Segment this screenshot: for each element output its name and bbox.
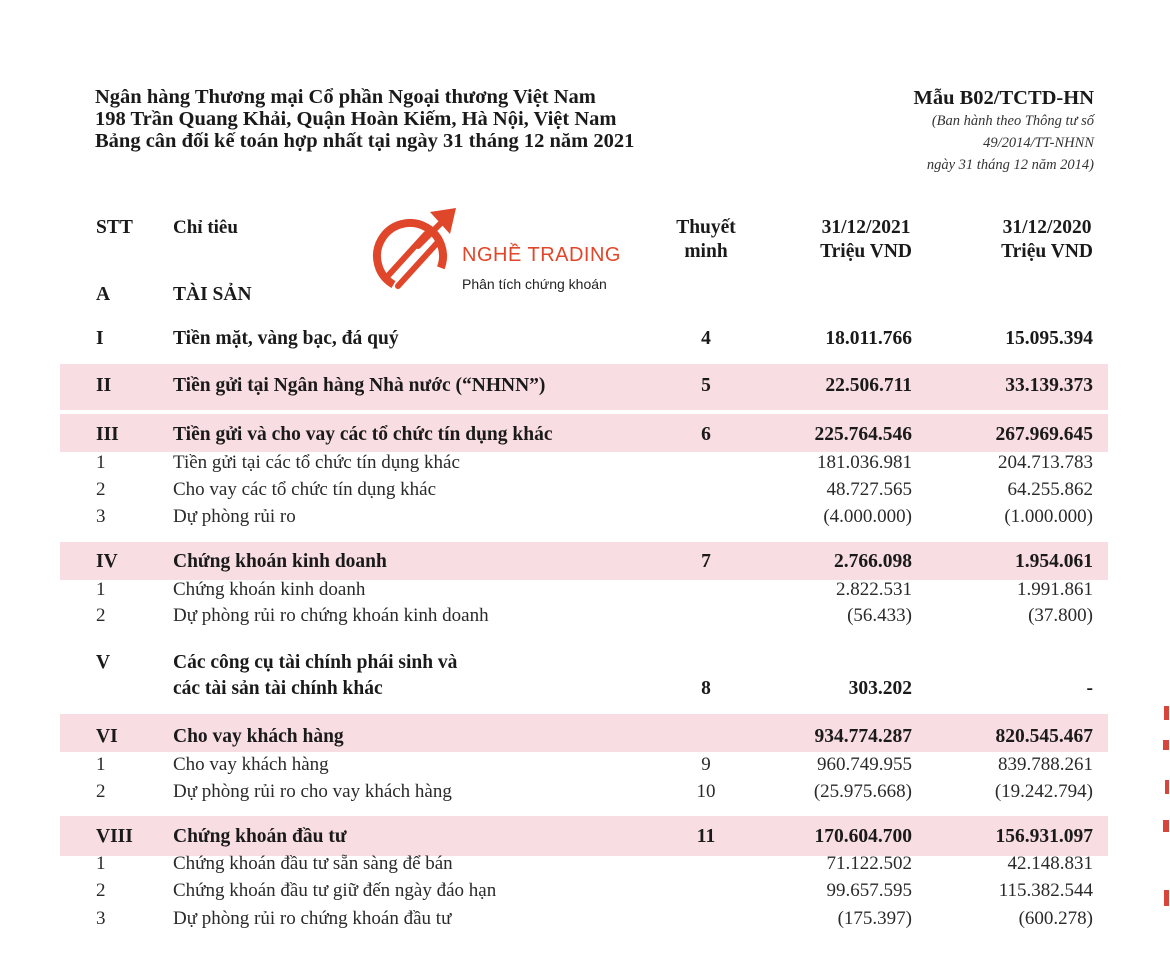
report-title: Bảng cân đối kế toán hợp nhất tại ngày 31 tháng 12 năm 2021 [95, 130, 635, 152]
row-stt: 2 [96, 880, 106, 901]
row-label: Chứng khoán kinh doanh [173, 579, 366, 600]
row-stt: V [96, 652, 111, 673]
row-label: Dự phòng rủi ro chứng khoán kinh doanh [173, 605, 489, 626]
row-value-2020: (600.278) [1018, 908, 1093, 929]
col-header-note-line-1: Thuyết [676, 217, 736, 238]
row-value-2020: 267.969.645 [995, 424, 1093, 445]
row-value-2020: 42.148.831 [1007, 853, 1093, 874]
row-value-2021: (25.975.668) [813, 781, 912, 802]
table-row [0, 726, 1170, 752]
row-label: Cho vay khách hàng [173, 726, 344, 747]
row-stt: 3 [96, 506, 106, 527]
row-value-2020: 115.382.544 [998, 880, 1093, 901]
row-label: Các công cụ tài chính phái sinh và [173, 652, 458, 673]
row-stt: 1 [96, 754, 106, 775]
row-value-2021: 48.727.565 [826, 479, 912, 500]
row-label: Chứng khoán kinh doanh [173, 551, 387, 572]
row-stt: 1 [96, 853, 106, 874]
row-value-2020: 204.713.783 [998, 452, 1093, 473]
row-value-2021: 181.036.981 [817, 452, 912, 473]
row-stt: A [96, 284, 111, 305]
row-value-2021: (56.433) [847, 605, 912, 626]
row-value-2021: (175.397) [837, 908, 912, 929]
row-label: Tiền gửi tại các tổ chức tín dụng khác [173, 452, 460, 473]
form-note-line-3: ngày 31 tháng 12 năm 2014) [926, 157, 1094, 173]
row-value-2020: 64.255.862 [1007, 479, 1093, 500]
row-value-2020: (1.000.000) [1004, 506, 1093, 527]
row-label: Dự phòng rủi ro chứng khoán đầu tư [173, 908, 452, 929]
form-info [913, 86, 1094, 176]
col-header-2021-unit: Triệu VND [820, 241, 912, 262]
row-note: 5 [701, 375, 711, 396]
form-note-line-2: 49/2014/TT-NHNN [983, 135, 1094, 151]
row-label: Chứng khoán đầu tư [173, 826, 347, 847]
row-value-2020: 156.931.097 [995, 826, 1093, 847]
table-row [0, 479, 1170, 505]
row-value-2021: 960.749.955 [817, 754, 912, 775]
bank-name: Ngân hàng Thương mại Cổ phần Ngoại thương Việt Nam [95, 86, 596, 108]
row-stt: 2 [96, 781, 106, 802]
col-header-2020-unit: Triệu VND [1001, 241, 1093, 262]
row-label: Tiền mặt, vàng bạc, đá quý [173, 328, 399, 349]
table-row [0, 652, 1170, 678]
table-row [0, 551, 1170, 577]
bank-address: 198 Trần Quang Khải, Quận Hoàn Kiếm, Hà Nội, Việt Nam [95, 108, 617, 130]
row-value-2021: 99.657.595 [826, 880, 912, 901]
row-value-2020: (37.800) [1028, 605, 1093, 626]
row-note: 8 [701, 678, 711, 699]
row-stt: 1 [96, 579, 106, 600]
table-row [0, 579, 1170, 605]
row-value-2020: (19.242.794) [994, 781, 1093, 802]
row-label: TÀI SẢN [173, 284, 252, 305]
table-row [0, 678, 1170, 704]
form-note-line-1: (Ban hành theo Thông tư số [931, 113, 1094, 129]
row-value-2021: 22.506.711 [825, 375, 912, 396]
row-value-2021: 303.202 [848, 678, 912, 699]
row-value-2021: 71.122.502 [826, 853, 912, 874]
row-value-2020: 33.139.373 [1005, 375, 1093, 396]
col-header-2020 [1001, 216, 1093, 264]
row-label: Cho vay khách hàng [173, 754, 329, 775]
row-value-2021: 2.766.098 [834, 551, 912, 572]
table-row [0, 375, 1170, 401]
logo-title: NGHỀ TRADING [462, 244, 621, 266]
row-label: Cho vay các tổ chức tín dụng khác [173, 479, 437, 500]
row-note: 4 [701, 328, 711, 349]
row-label: Tiền gửi và cho vay các tổ chức tín dụng khác [173, 424, 553, 445]
row-stt: 2 [96, 479, 106, 500]
table-row [0, 605, 1170, 631]
row-value-2020: 820.545.467 [995, 726, 1093, 747]
row-note: 9 [701, 754, 711, 775]
row-label: Chứng khoán đầu tư giữ đến ngày đáo hạn [173, 880, 497, 901]
row-value-2021: 225.764.546 [814, 424, 912, 445]
row-note: 11 [696, 826, 716, 847]
table-row [0, 506, 1170, 532]
row-label: Dự phòng rủi ro cho vay khách hàng [173, 781, 452, 802]
row-note: 10 [696, 781, 716, 802]
table-row [0, 328, 1170, 354]
stamp-fragment-icon [1158, 700, 1170, 920]
table-row [0, 826, 1170, 852]
row-stt: VI [96, 726, 118, 747]
col-header-2021 [820, 216, 912, 264]
col-header-item: Chỉ tiêu [173, 217, 238, 238]
row-stt: III [96, 424, 119, 445]
col-header-note [670, 216, 742, 264]
table-row [0, 754, 1170, 780]
table-row [0, 284, 1170, 310]
table-row [0, 424, 1170, 450]
table-row [0, 853, 1170, 879]
row-value-2020: 1.991.861 [1017, 579, 1093, 600]
row-value-2021: 170.604.700 [814, 826, 912, 847]
row-note: 6 [701, 424, 711, 445]
row-stt: 3 [96, 908, 106, 929]
row-label: Tiền gửi tại Ngân hàng Nhà nước (“NHNN”) [173, 375, 546, 396]
col-header-stt: STT [96, 217, 133, 238]
row-stt: 2 [96, 605, 106, 626]
row-value-2021: 18.011.766 [825, 328, 912, 349]
row-value-2021: 934.774.287 [814, 726, 912, 747]
row-label: Dự phòng rủi ro [173, 506, 296, 527]
col-header-note-line-2: minh [684, 241, 728, 262]
row-stt: VIII [96, 826, 133, 847]
row-stt: I [96, 328, 104, 349]
table-row [0, 880, 1170, 906]
col-header-2020-date: 31/12/2020 [1002, 217, 1092, 238]
row-value-2020: 15.095.394 [1005, 328, 1093, 349]
table-row [0, 452, 1170, 478]
row-value-2021: 2.822.531 [836, 579, 912, 600]
form-code: Mẫu B02/TCTD-HN [913, 87, 1094, 109]
table-row [0, 781, 1170, 807]
row-value-2021: (4.000.000) [823, 506, 912, 527]
logo-subtitle: Phân tích chứng khoán [462, 276, 607, 292]
row-value-2020: 1.954.061 [1015, 551, 1093, 572]
row-value-2020: 839.788.261 [998, 754, 1093, 775]
document-header [95, 86, 634, 152]
row-note: 7 [701, 551, 711, 572]
table-row [0, 908, 1170, 934]
col-header-2021-date: 31/12/2021 [821, 217, 911, 238]
row-label: Chứng khoán đầu tư sẵn sàng để bán [173, 853, 453, 874]
row-stt: 1 [96, 452, 106, 473]
row-stt: IV [96, 551, 118, 572]
row-stt: II [96, 375, 112, 396]
row-value-2020: - [1086, 678, 1093, 699]
row-label: các tài sản tài chính khác [173, 678, 383, 699]
